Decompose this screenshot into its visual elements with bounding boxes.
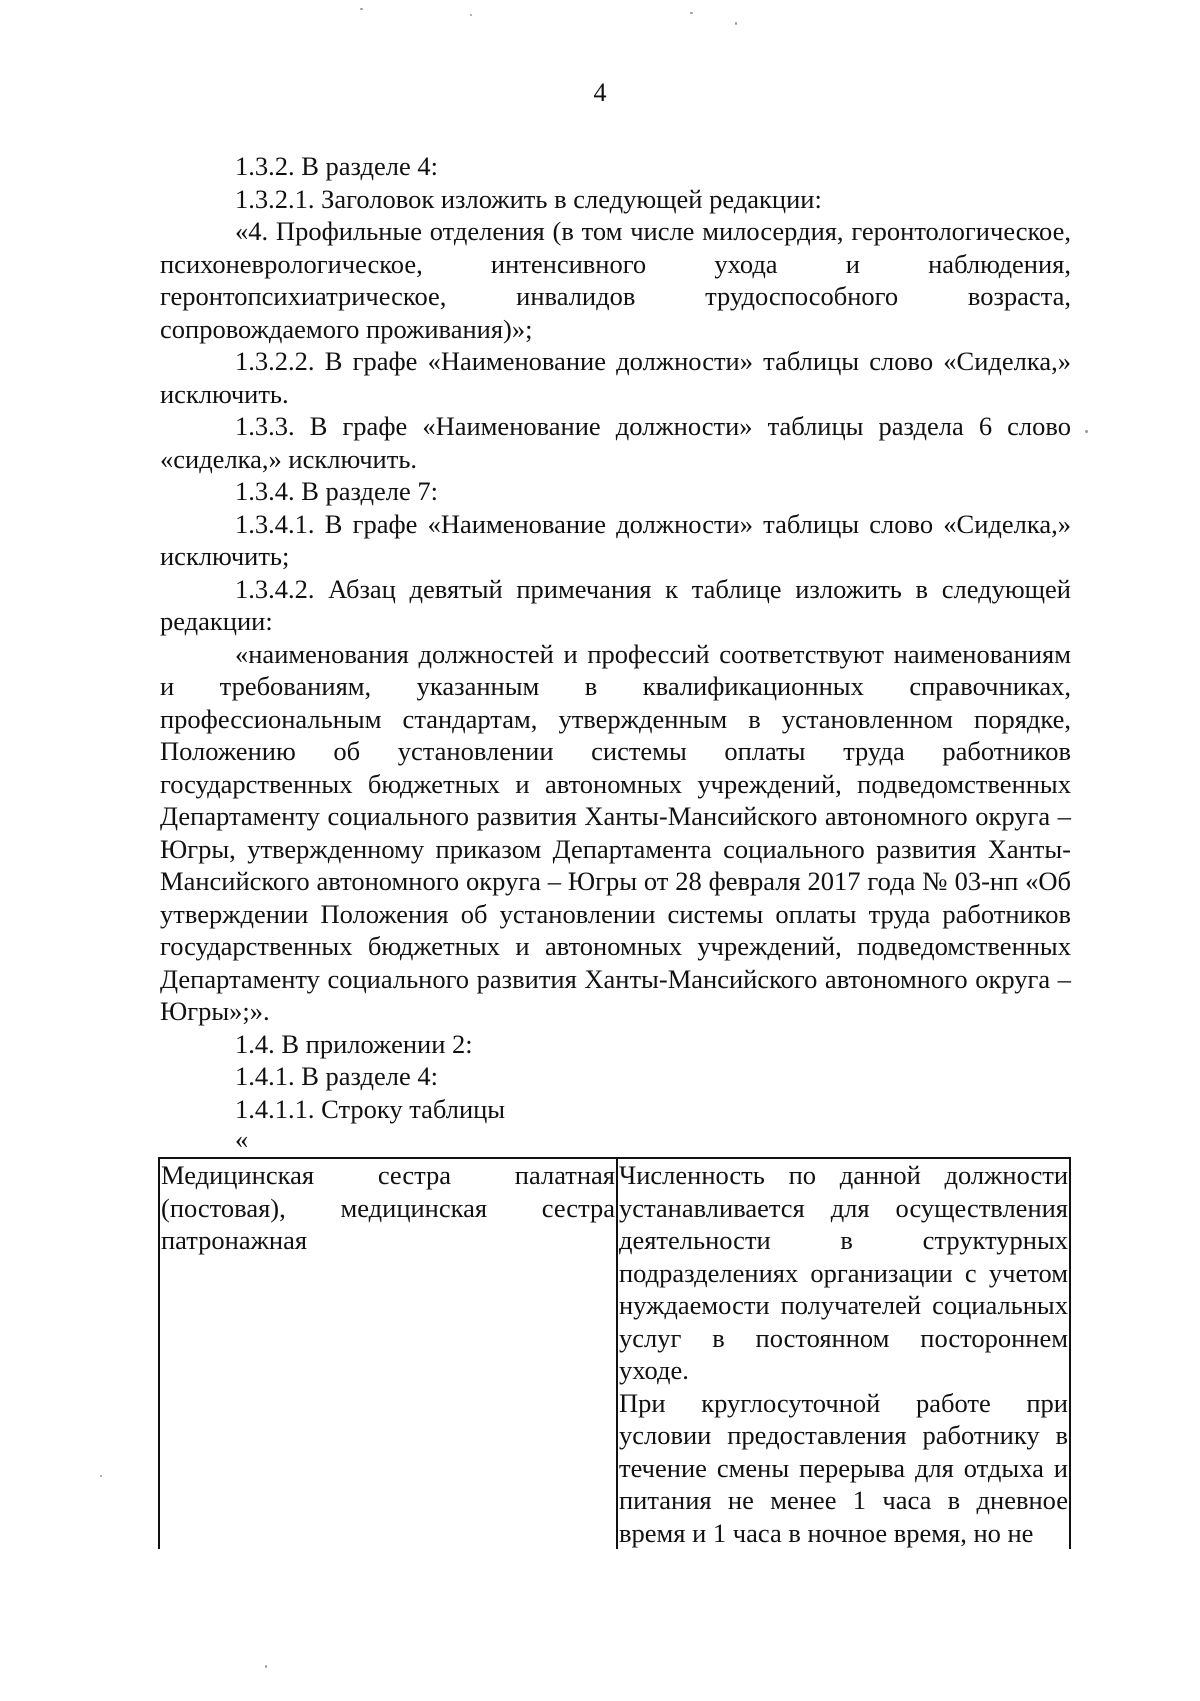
paragraph-1-4-1: 1.4.1. В разделе 4: — [235, 1061, 439, 1091]
paragraph-1-3-4-2: 1.3.4.2. Абзац девятый примечания к таблице изложить в следующей редакции: — [160, 573, 1071, 636]
position-description-cell — [617, 1158, 1070, 1549]
paragraph-1-3-4: 1.3.4. В разделе 7: — [235, 476, 439, 506]
description-part-2: При круглосуточной работе при условии предоставления работнику в течение смены перерыва для отдыха и питания не менее 1 часа в дневное время и 1 часа в ночное время, но не — [619, 1387, 1068, 1548]
paragraph-1-3-3: 1.3.3. В графе «Наименование должности» таблицы раздела 6 слово «сиделка,» исключить. — [160, 411, 1071, 474]
opening-quote-mark: « — [235, 1124, 249, 1154]
scan-speck — [690, 12, 693, 14]
paragraph-1-3-2: 1.3.2. В разделе 4: — [235, 151, 439, 181]
table-row — [159, 1158, 1070, 1549]
scan-speck — [1085, 430, 1088, 433]
paragraph-1-3-4-1: 1.3.4.1. В графе «Наименование должности» таблицы слово «Сиделка,» исключить; — [160, 508, 1071, 571]
paragraph-1-4: 1.4. В приложении 2: — [235, 1028, 473, 1059]
position-title: Медицинская сестра палатная (постовая), медицинская сестра патронажная — [161, 1160, 615, 1255]
scan-speck — [735, 22, 737, 25]
scan-speck — [360, 8, 363, 10]
page-number: 4 — [593, 78, 607, 107]
scan-speck — [470, 14, 472, 16]
positions-table — [158, 1157, 1071, 1549]
document-body — [160, 150, 1071, 1549]
scan-speck — [100, 1475, 102, 1477]
paragraph-1-4-1-1: 1.4.1.1. Строку таблицы — [235, 1093, 506, 1124]
description-part-1: Численность по данной должности устанавливается для осуществления деятельности в структурных подразделениях организации с учетом нуждаемости получателей социальных услуг в постоянном постороннем уходе. — [619, 1160, 1068, 1385]
paragraph-section-4-heading: «4. Профильные отделения (в том числе милосердия, геронтологическое, психоневрологическое, интенсивного ухода и наблюдения, геронтопсихиатрическое, инвалидов трудоспособного возраста, сопровождаемого проживания)»; — [160, 216, 1071, 344]
paragraph-1-3-2-1: 1.3.2.1. Заголовок изложить в следующей редакции: — [235, 183, 822, 214]
paragraph-note-quote: «наименования должностей и профессий соответствуют наименованиям и требованиям, указанным в квалификационных справочниках, профессиональным стандартам, утвержденным в установленном порядке, Положению об установлении системы оплаты труда работников государственных бюджетных и автономных учреждений, подведомственных Департаменту социального развития Ханты-Мансийского автономного округа – Югры, утвержденному приказом Департамента социального развития Ханты-Мансийского автономного округа – Югры от 28 февраля 2017 года № 03-нп «Об утверждении Положения об установлении системы оплаты труда работников государственных бюджетных и автономных учреждений, подведомственных Департаменту социального развития Ханты-Мансийского автономного округа – Югры»;». — [160, 638, 1071, 1026]
paragraph-1-3-2-2: 1.3.2.2. В графе «Наименование должности» таблицы слово «Сиделка,» исключить. — [160, 346, 1071, 409]
position-title-cell — [159, 1158, 617, 1549]
scan-speck — [265, 1665, 267, 1668]
